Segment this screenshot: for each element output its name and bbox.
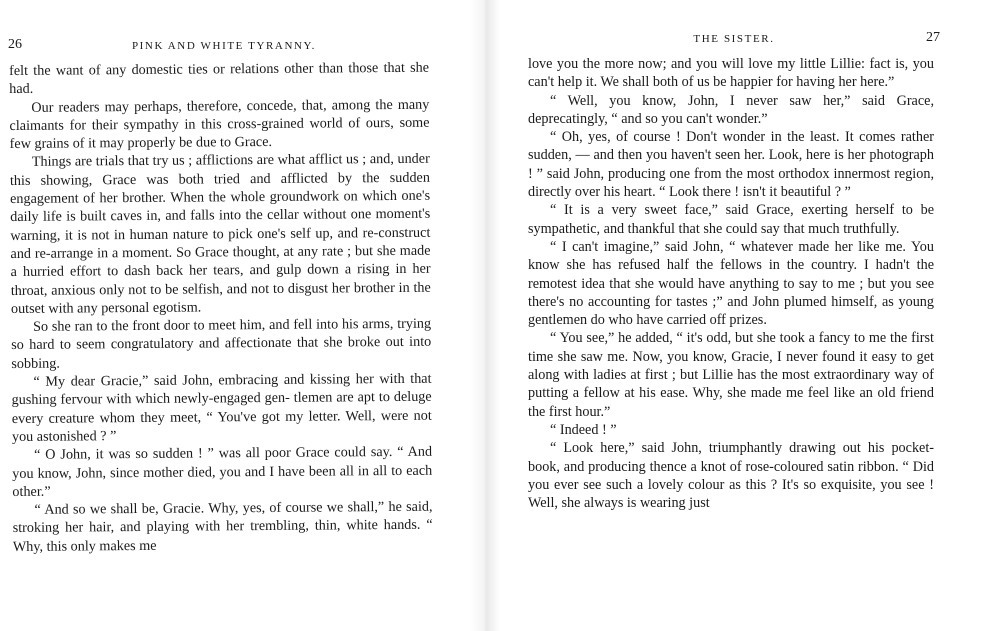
paragraph: “ Indeed ! ” (550, 421, 617, 438)
paragraph: Our readers may perhaps, therefore, concede, that, among the many claimants for their sympathy in this cross-grained world of ours, some few grains of it may properly be due to Grace. (9, 96, 430, 153)
paragraph: “ Look here,” said John, triumphantly drawing out his pocket-book, and producing thence a knot of rose-coloured satin ribbon. “ Did you ever see such a lovely colour as this ? It's so exquisite, you see ! Well, she always is wearing just (528, 440, 934, 512)
right-page-header (528, 30, 940, 53)
paragraph: “ O John, it was so sudden ! ” was all poor Grace could say. “ And you know, John, since mother died, you and I have been all in all to each other.” (12, 443, 433, 500)
paragraph: love you the more now; and you will love my little Lillie: fact is, you can't help it. We shall both of us be happier for having her here.” (528, 56, 934, 91)
paragraph: “ I can't imagine,” said John, “ whatever made her like me. You know she has refused half the fellows in the country. I hadn't the remotest idea that she would have anything to say to me ; but you see there's no accounting for tastes ;” and John plumed himself, as young gentlemen do who have carried off prizes. (528, 238, 934, 329)
right-page-number: 27 (926, 30, 940, 45)
paragraph: felt the want of any domestic ties or relations other than those that she had. (9, 59, 430, 98)
left-page-number: 26 (8, 37, 22, 52)
right-running-title: THE SISTER. (693, 33, 775, 45)
paragraph: So she ran to the front door to meet him, and fell into his arms, trying so hard to seem congratulatory and affectionate that she broke out into sobbing. (11, 315, 432, 372)
book-gutter (470, 0, 500, 631)
paragraph: Things are trials that try us ; afflictions are what afflict us ; and, under this showing, Grace was both tried and afflicted by the sudden engagement of her brother. When the whole groundwork on which one's daily life is built caves in, and falls into the cellar without one moment's warning, it is not in human nature to pick one's self up, and re-construct and re-arrange in a moment. So Grace thought, at any rate ; but she made a hurried effort to dash back her tears, and gulp down a rising in her throat, anxious only not to be selfish, and not to disgust her brother in the outset with any personal egotism. (9, 151, 431, 317)
paragraph: “ And so we shall be, Gracie. Why, yes, of course we shall,” he said, stroking her hair, and playing with her trembling, thin, white hands. “ Why, this only makes me (12, 498, 433, 555)
paragraph: “ You see,” he added, “ it's odd, but she took a fancy to me the first time she saw me. Now, you know, Gracie, I never found it easy to get along with ladies at first ; but Lillie has the most extraordinary way of putting a fellow at his ease. Why, she made me feel like an old friend the first hour.” (528, 330, 934, 420)
paragraph: “ Well, you know, John, I never saw her,” said Grace, deprecatingly, “ and so you can't wonder.” (528, 92, 934, 127)
left-page-text (9, 59, 433, 556)
paragraph: “ My dear Gracie,” said John, embracing and kissing her with that gushing fervour with which newly-engaged gen- tlemen are apt to deluge every creature whom they meet, “ You've got my letter. Well, were not you astonished ? ” (11, 370, 432, 445)
right-page-text (528, 55, 934, 512)
left-page (0, 0, 470, 631)
right-page (500, 0, 1000, 631)
left-running-title: PINK AND WHITE TYRANNY. (131, 40, 317, 52)
paragraph: “ It is a very sweet face,” said Grace, exerting herself to be sympathetic, and thankful that she could say that much truthfully. (528, 202, 934, 237)
left-page-header (8, 37, 440, 60)
paragraph: “ Oh, yes, of course ! Don't wonder in the least. It comes rather sudden, — and then you haven't seen her. Look, here is her photograph ! ” said John, producing one from the most orthodox innermost region, directly over his heart. “ Look there ! isn't it beautiful ? ” (528, 129, 934, 201)
